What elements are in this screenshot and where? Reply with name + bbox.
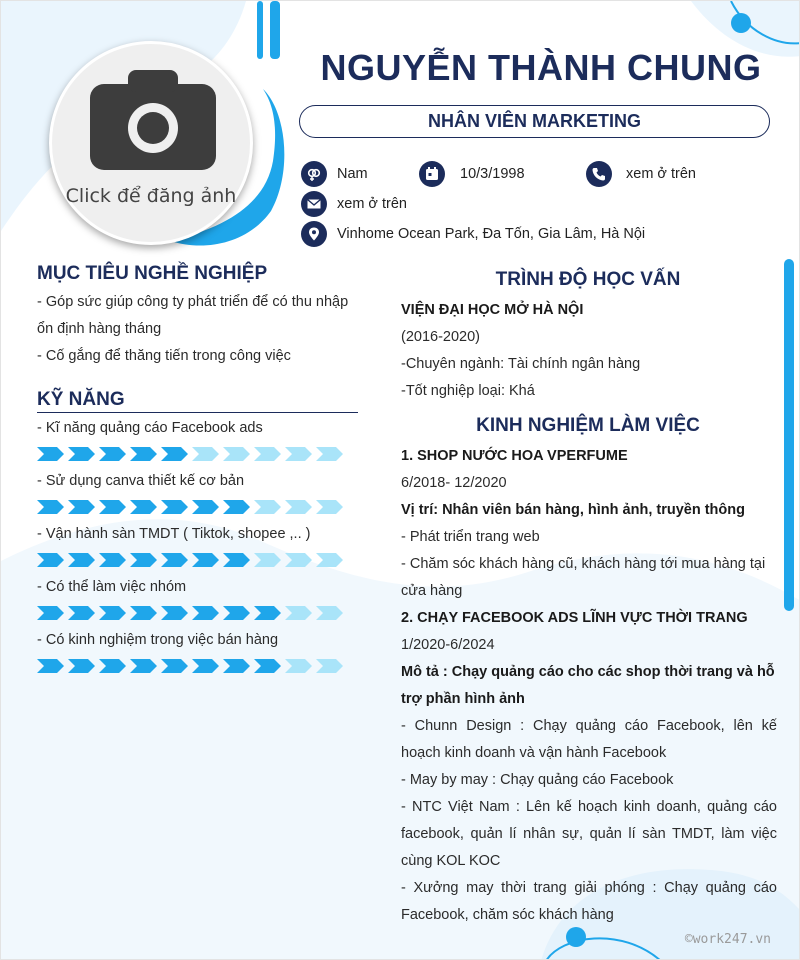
skill-chevron-filled bbox=[130, 447, 157, 461]
profile-photo-upload[interactable] bbox=[49, 41, 253, 245]
job-role: Vị trí: Nhân viên bán hàng, hình ảnh, truyền thông bbox=[401, 502, 745, 518]
skill-chevron-filled bbox=[99, 659, 126, 673]
skill-chevron-filled bbox=[37, 553, 64, 567]
skill-chevron-filled bbox=[37, 606, 64, 620]
objective-heading: MỤC TIÊU NGHỀ NGHIỆP bbox=[37, 263, 268, 284]
skill-label: - Kĩ năng quảng cáo Facebook ads bbox=[37, 420, 263, 436]
skill-chevron-empty bbox=[223, 447, 250, 461]
skill-label: - Có thể làm việc nhóm bbox=[37, 579, 187, 595]
mail-icon bbox=[301, 191, 327, 217]
skill-chevron-filled bbox=[37, 447, 64, 461]
skill-chevron-filled bbox=[130, 606, 157, 620]
skill-chevron-filled bbox=[161, 447, 188, 461]
skills-divider bbox=[37, 412, 358, 413]
job-detail: - Chăm sóc khách hàng cũ, khách hàng tới mua hàng tại cửa hàng bbox=[401, 556, 766, 599]
skill-chevron-empty bbox=[285, 500, 312, 514]
skill-chevron-filled bbox=[37, 659, 64, 673]
skill-chevron-filled bbox=[99, 553, 126, 567]
education-period: (2016-2020) bbox=[401, 329, 480, 345]
skill-rating bbox=[37, 553, 347, 567]
skill-chevron-filled bbox=[223, 500, 250, 514]
experience-heading: KINH NGHIỆM LÀM VIỆC bbox=[476, 415, 700, 436]
skill-chevron-empty bbox=[316, 447, 343, 461]
job-detail: - Xưởng may thời trang giải phóng : Chạy quảng cáo Facebook, chăm sóc khách hàng bbox=[401, 880, 777, 923]
accent-bar-right bbox=[784, 259, 794, 611]
watermark: ©work247.vn bbox=[684, 932, 771, 947]
skill-chevron-filled bbox=[161, 659, 188, 673]
skill-chevron-filled bbox=[68, 659, 95, 673]
objective-line: - Góp sức giúp công ty phát triển để có thu nhập bbox=[37, 294, 349, 310]
skill-chevron-filled bbox=[254, 659, 281, 673]
skill-label: - Sử dụng canva thiết kế cơ bản bbox=[37, 473, 245, 489]
job-period: 6/2018- 12/2020 bbox=[401, 475, 507, 491]
job-title: 2. CHẠY FACEBOOK ADS LĨNH VỰC THỜI TRANG bbox=[401, 610, 748, 626]
education-heading: TRÌNH ĐỘ HỌC VẤN bbox=[495, 269, 681, 290]
skill-chevron-empty bbox=[285, 447, 312, 461]
skill-chevron-filled bbox=[192, 606, 219, 620]
location-pin-icon bbox=[301, 221, 327, 247]
skill-chevron-filled bbox=[68, 553, 95, 567]
skill-rating bbox=[37, 447, 347, 461]
phone-icon bbox=[586, 161, 612, 187]
education-major: -Chuyên ngành: Tài chính ngân hàng bbox=[401, 356, 641, 372]
skill-rating bbox=[37, 606, 347, 620]
skill-chevron-empty bbox=[254, 447, 281, 461]
skill-chevron-filled bbox=[254, 606, 281, 620]
skill-chevron-filled bbox=[99, 447, 126, 461]
skill-rating bbox=[37, 500, 347, 514]
skill-chevron-empty bbox=[316, 659, 343, 673]
skill-chevron-filled bbox=[223, 606, 250, 620]
skill-chevron-filled bbox=[192, 500, 219, 514]
skill-chevron-empty bbox=[316, 500, 343, 514]
camera-icon bbox=[90, 66, 216, 170]
job-period: 1/2020-6/2024 bbox=[401, 637, 495, 653]
email-value: xem ở trên bbox=[337, 196, 407, 212]
skill-chevron-filled bbox=[223, 553, 250, 567]
skill-chevron-empty bbox=[254, 553, 281, 567]
skill-chevron-filled bbox=[161, 500, 188, 514]
skill-chevron-empty bbox=[254, 500, 281, 514]
skill-chevron-filled bbox=[99, 606, 126, 620]
job-detail: - Chunn Design : Chạy quảng cáo Facebook, lên kế hoạch kinh doanh và vận hành Facebook bbox=[401, 718, 777, 761]
skill-label: - Có kinh nghiệm trong việc bán hàng bbox=[37, 632, 279, 648]
job-detail: - NTC Việt Nam : Lên kế hoạch kinh doanh, quảng cáo facebook, quản lí nhân sự, quản lí sàn TMDT, làm việc cùng KOL KOC bbox=[401, 799, 777, 869]
skill-chevron-filled bbox=[161, 606, 188, 620]
job-title: 1. SHOP NƯỚC HOA VPERFUME bbox=[401, 448, 628, 464]
calendar-icon bbox=[419, 161, 445, 187]
gender-icon bbox=[301, 161, 327, 187]
skills-heading: KỸ NĂNG bbox=[37, 389, 125, 410]
skill-chevron-empty bbox=[316, 553, 343, 567]
skill-chevron-filled bbox=[130, 659, 157, 673]
candidate-name: NGUYỄN THÀNH CHUNG bbox=[320, 47, 762, 88]
photo-upload-label: Click để đăng ảnh bbox=[65, 185, 237, 207]
job-detail: - May by may : Chạy quảng cáo Facebook bbox=[401, 772, 674, 788]
skill-chevron-filled bbox=[192, 553, 219, 567]
skill-chevron-filled bbox=[161, 553, 188, 567]
skill-chevron-empty bbox=[285, 606, 312, 620]
skill-chevron-filled bbox=[68, 500, 95, 514]
skill-label: - Vận hành sàn TMDT ( Tiktok, shopee ,.. ) bbox=[37, 526, 311, 542]
objective-line: ổn định hàng tháng bbox=[37, 321, 162, 337]
phone-value: xem ở trên bbox=[626, 166, 696, 182]
birthday-value: 10/3/1998 bbox=[460, 166, 525, 182]
skill-rating bbox=[37, 659, 347, 673]
skill-chevron-filled bbox=[37, 500, 64, 514]
job-role: Mô tả : Chạy quảng cáo cho các shop thời trang và hỗ trợ phần hình ảnh bbox=[401, 664, 775, 707]
skill-chevron-filled bbox=[99, 500, 126, 514]
skill-chevron-filled bbox=[192, 659, 219, 673]
job-detail: - Phát triển trang web bbox=[401, 529, 540, 545]
skill-chevron-filled bbox=[68, 606, 95, 620]
gender-value: Nam bbox=[337, 166, 368, 182]
accent-bar bbox=[270, 1, 280, 59]
accent-bar bbox=[257, 1, 263, 59]
education-grade: -Tốt nghiệp loại: Khá bbox=[401, 383, 535, 399]
objective-line: - Cố gắng để thăng tiến trong công việc bbox=[37, 348, 291, 364]
skill-chevron-filled bbox=[130, 500, 157, 514]
skill-chevron-filled bbox=[223, 659, 250, 673]
skill-chevron-empty bbox=[285, 659, 312, 673]
education-school: VIỆN ĐẠI HỌC MỞ HÀ NỘI bbox=[401, 302, 584, 318]
skill-chevron-empty bbox=[316, 606, 343, 620]
skill-chevron-filled bbox=[68, 447, 95, 461]
skill-chevron-empty bbox=[192, 447, 219, 461]
skill-chevron-filled bbox=[130, 553, 157, 567]
address-value: Vinhome Ocean Park, Đa Tốn, Gia Lâm, Hà Nội bbox=[337, 226, 646, 242]
job-title: NHÂN VIÊN MARKETING bbox=[299, 105, 770, 138]
skill-chevron-empty bbox=[285, 553, 312, 567]
